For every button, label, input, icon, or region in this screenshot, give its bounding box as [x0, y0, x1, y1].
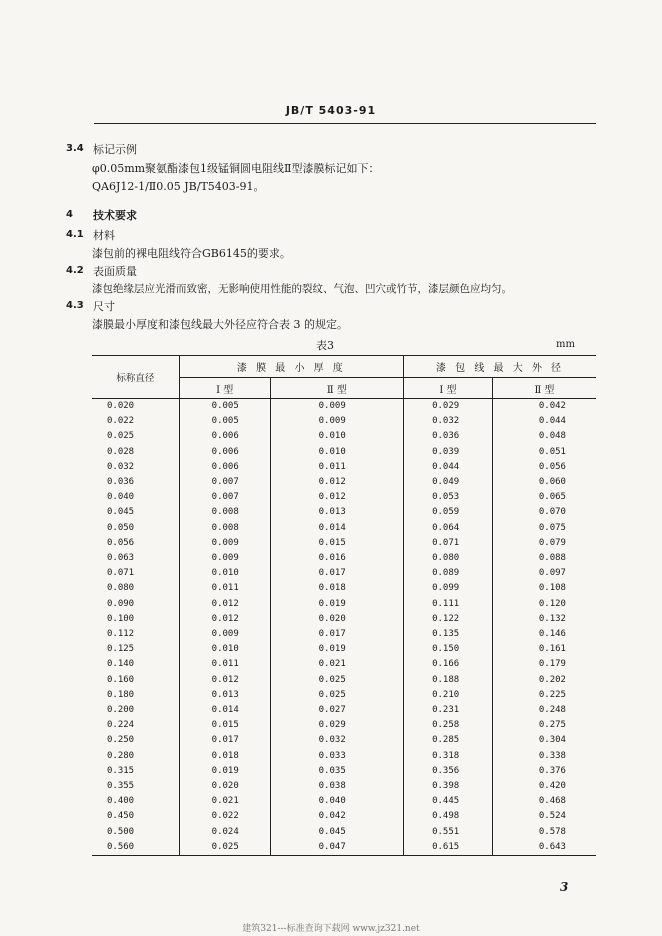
- cell-nominal-diameter: 0.450: [107, 811, 135, 822]
- cell-thickness-type-1: 0.021: [179, 794, 270, 809]
- cell-thickness-type-1: 0.012: [179, 612, 270, 627]
- page-number: 3: [560, 880, 569, 894]
- cell-diameter-type-2: 0.051: [492, 445, 596, 460]
- table-row: [92, 642, 596, 657]
- cell-thickness-type-1: 0.020: [179, 779, 270, 794]
- cell-thickness-type-2: 0.029: [270, 718, 403, 733]
- cell-thickness-type-1: 0.007: [179, 490, 270, 505]
- section-4-1-number: 4.1: [66, 229, 84, 240]
- cell-thickness-type-2: 0.027: [270, 703, 403, 718]
- section-4-1-text: 漆包前的裸电阻线符合GB6145的要求。: [92, 247, 291, 260]
- document-header: JB/T 5403-91: [285, 104, 377, 117]
- section-4-number: 4: [66, 209, 73, 220]
- cell-nominal-diameter: 0.100: [107, 613, 135, 624]
- cell-diameter-type-2: 0.275: [492, 718, 596, 733]
- cell-nominal-diameter: 0.020: [107, 401, 135, 411]
- table-row: [92, 505, 596, 520]
- cell-diameter-type-2: 0.042: [492, 399, 596, 415]
- table-row: [92, 794, 596, 809]
- cell-thickness-type-2: 0.016: [270, 551, 403, 566]
- cell-nominal-diameter: 0.040: [107, 492, 135, 503]
- table-row: [92, 429, 596, 444]
- cell-thickness-type-1: 0.006: [179, 460, 270, 475]
- cell-thickness-type-2: 0.045: [270, 825, 403, 840]
- cell-diameter-type-2: 0.048: [492, 429, 596, 444]
- table-row: [92, 460, 596, 475]
- cell-diameter-type-1: 0.044: [404, 460, 493, 475]
- cell-diameter-type-1: 0.615: [404, 840, 493, 856]
- table-row: [92, 733, 596, 748]
- cell-thickness-type-1: 0.011: [179, 657, 270, 672]
- cell-nominal-diameter: 0.063: [107, 553, 135, 564]
- cell-diameter-type-2: 0.060: [492, 475, 596, 490]
- cell-nominal-diameter: 0.025: [107, 431, 135, 442]
- cell-thickness-type-2: 0.011: [270, 460, 403, 475]
- cell-thickness-type-2: 0.012: [270, 475, 403, 490]
- cell-thickness-type-2: 0.013: [270, 505, 403, 520]
- cell-nominal-diameter: 0.036: [107, 477, 135, 488]
- cell-thickness-type-2: 0.018: [270, 581, 403, 596]
- cell-thickness-type-1: 0.009: [179, 536, 270, 551]
- cell-diameter-type-1: 0.122: [404, 612, 493, 627]
- cell-thickness-type-1: 0.025: [179, 840, 270, 856]
- table-caption: 表3: [316, 339, 334, 352]
- cell-diameter-type-1: 0.032: [404, 414, 493, 429]
- cell-diameter-type-1: 0.099: [404, 581, 493, 596]
- cell-nominal-diameter: 0.560: [92, 840, 179, 856]
- cell-diameter-type-1: 0.318: [404, 749, 493, 764]
- cell-nominal-diameter: 0.022: [107, 416, 135, 427]
- cell-thickness-type-2: 0.010: [270, 429, 403, 444]
- cell-nominal-diameter: 0.056: [107, 537, 135, 548]
- cell-diameter-type-1: 0.135: [404, 627, 493, 642]
- table-unit: mm: [556, 339, 575, 350]
- cell-diameter-type-2: 0.468: [492, 794, 596, 809]
- cell-thickness-type-1: 0.011: [179, 581, 270, 596]
- cell-diameter-type-2: 0.225: [492, 688, 596, 703]
- cell-diameter-type-2: 0.146: [492, 627, 596, 642]
- cell-thickness-type-1: 0.006: [179, 445, 270, 460]
- cell-diameter-type-1: 0.053: [404, 490, 493, 505]
- cell-nominal-diameter: 0.160: [107, 674, 135, 685]
- cell-thickness-type-1: 0.012: [179, 597, 270, 612]
- table-row: [92, 688, 596, 703]
- table-row: [92, 673, 596, 688]
- cell-thickness-type-2: 0.020: [270, 612, 403, 627]
- cell-diameter-type-2: 0.420: [492, 779, 596, 794]
- col-header-thickness-type-1: Ⅰ 型: [179, 378, 270, 399]
- cell-diameter-type-2: 0.108: [492, 581, 596, 596]
- cell-diameter-type-2: 0.097: [492, 566, 596, 581]
- section-3-4-line1: φ0.05mm聚氨酯漆包1级锰铜圆电阻线Ⅱ型漆膜标记如下：: [92, 162, 380, 175]
- cell-diameter-type-2: 0.338: [492, 749, 596, 764]
- cell-diameter-type-2: 0.643: [492, 840, 596, 856]
- cell-diameter-type-2: 0.088: [492, 551, 596, 566]
- cell-thickness-type-1: 0.014: [179, 703, 270, 718]
- cell-diameter-type-1: 0.064: [404, 521, 493, 536]
- table-row: [92, 779, 596, 794]
- cell-diameter-type-2: 0.070: [492, 505, 596, 520]
- header-rule: [94, 123, 596, 124]
- cell-nominal-diameter: 0.200: [107, 705, 135, 716]
- table-row: [92, 840, 596, 856]
- cell-diameter-type-1: 0.049: [404, 475, 493, 490]
- cell-diameter-type-2: 0.120: [492, 597, 596, 612]
- cell-thickness-type-1: 0.022: [179, 809, 270, 824]
- col-group-min-film-thickness: 漆 膜 最 小 厚 度: [179, 356, 403, 378]
- cell-thickness-type-1: 0.017: [179, 733, 270, 748]
- section-4-1-title: 材料: [93, 229, 115, 242]
- cell-nominal-diameter: 0.500: [107, 826, 135, 837]
- cell-thickness-type-2: 0.033: [270, 749, 403, 764]
- cell-thickness-type-2: 0.019: [270, 597, 403, 612]
- cell-thickness-type-1: 0.018: [179, 749, 270, 764]
- table-row: [92, 627, 596, 642]
- cell-diameter-type-1: 0.398: [404, 779, 493, 794]
- cell-nominal-diameter: 0.140: [107, 659, 135, 670]
- table-row: [92, 475, 596, 490]
- cell-nominal-diameter: 0.080: [107, 583, 135, 594]
- cell-thickness-type-1: 0.024: [179, 825, 270, 840]
- cell-thickness-type-2: 0.019: [270, 642, 403, 657]
- cell-thickness-type-2: 0.040: [270, 794, 403, 809]
- cell-thickness-type-2: 0.025: [270, 673, 403, 688]
- table-row: [92, 597, 596, 612]
- cell-nominal-diameter: 0.045: [107, 507, 135, 518]
- cell-diameter-type-1: 0.039: [404, 445, 493, 460]
- table-row: [92, 490, 596, 505]
- cell-thickness-type-2: 0.025: [270, 688, 403, 703]
- table-row: [92, 414, 596, 429]
- cell-thickness-type-1: 0.005: [179, 399, 270, 415]
- section-3-4-title: 标记示例: [93, 143, 137, 156]
- table-row: [92, 521, 596, 536]
- section-4-3-number: 4.3: [66, 300, 84, 311]
- cell-diameter-type-1: 0.285: [404, 733, 493, 748]
- cell-diameter-type-1: 0.258: [404, 718, 493, 733]
- cell-diameter-type-1: 0.029: [404, 399, 493, 415]
- cell-diameter-type-1: 0.231: [404, 703, 493, 718]
- cell-nominal-diameter: 0.224: [107, 720, 135, 731]
- cell-diameter-type-1: 0.445: [404, 794, 493, 809]
- cell-thickness-type-1: 0.005: [179, 414, 270, 429]
- cell-nominal-diameter: 0.071: [107, 568, 135, 579]
- cell-diameter-type-1: 0.166: [404, 657, 493, 672]
- cell-thickness-type-1: 0.010: [179, 566, 270, 581]
- cell-thickness-type-1: 0.007: [179, 475, 270, 490]
- cell-nominal-diameter: 0.280: [107, 750, 135, 761]
- cell-diameter-type-1: 0.059: [404, 505, 493, 520]
- cell-diameter-type-2: 0.304: [492, 733, 596, 748]
- cell-diameter-type-1: 0.111: [404, 597, 493, 612]
- cell-diameter-type-1: 0.089: [404, 566, 493, 581]
- cell-diameter-type-1: 0.188: [404, 673, 493, 688]
- section-3-4-line2: QA6J12-1/Ⅱ0.05 JB/T5403-91。: [92, 180, 265, 193]
- cell-thickness-type-2: 0.042: [270, 809, 403, 824]
- table-row: [92, 551, 596, 566]
- cell-diameter-type-1: 0.080: [404, 551, 493, 566]
- cell-thickness-type-1: 0.015: [179, 718, 270, 733]
- cell-thickness-type-1: 0.013: [179, 688, 270, 703]
- table-row: [92, 657, 596, 672]
- cell-diameter-type-2: 0.179: [492, 657, 596, 672]
- cell-thickness-type-2: 0.009: [270, 399, 403, 415]
- cell-diameter-type-2: 0.376: [492, 764, 596, 779]
- cell-diameter-type-1: 0.356: [404, 764, 493, 779]
- cell-diameter-type-2: 0.161: [492, 642, 596, 657]
- col-header-nominal-diameter: 标称直径: [92, 356, 179, 399]
- cell-nominal-diameter: 0.180: [107, 689, 135, 700]
- cell-thickness-type-2: 0.017: [270, 627, 403, 642]
- cell-nominal-diameter: 0.090: [107, 598, 135, 609]
- cell-nominal-diameter: 0.250: [107, 735, 135, 746]
- cell-diameter-type-2: 0.524: [492, 809, 596, 824]
- cell-thickness-type-1: 0.009: [179, 551, 270, 566]
- table-row: [92, 749, 596, 764]
- table-body: [92, 399, 596, 856]
- cell-thickness-type-1: 0.006: [179, 429, 270, 444]
- cell-diameter-type-2: 0.056: [492, 460, 596, 475]
- table-row: [92, 825, 596, 840]
- watermark-footer: 建筑321---标准查询下载网 www.jz321.net: [242, 924, 420, 934]
- section-3-4-number: 3.4: [66, 143, 84, 154]
- cell-diameter-type-2: 0.075: [492, 521, 596, 536]
- cell-diameter-type-1: 0.498: [404, 809, 493, 824]
- cell-thickness-type-2: 0.021: [270, 657, 403, 672]
- cell-thickness-type-2: 0.015: [270, 536, 403, 551]
- table-row: [92, 764, 596, 779]
- cell-thickness-type-2: 0.017: [270, 566, 403, 581]
- table-row: [92, 445, 596, 460]
- cell-thickness-type-1: 0.012: [179, 673, 270, 688]
- cell-thickness-type-1: 0.010: [179, 642, 270, 657]
- table-row: [92, 399, 596, 415]
- section-4-3-text: 漆膜最小厚度和漆包线最大外径应符合表 3 的规定。: [92, 318, 348, 331]
- section-4-3-title: 尺寸: [93, 300, 115, 313]
- col-group-max-overall-diameter: 漆 包 线 最 大 外 径: [404, 356, 596, 378]
- col-header-thickness-type-2: Ⅱ 型: [270, 378, 403, 399]
- cell-diameter-type-2: 0.248: [492, 703, 596, 718]
- cell-diameter-type-2: 0.079: [492, 536, 596, 551]
- cell-nominal-diameter: 0.028: [107, 446, 135, 457]
- cell-thickness-type-2: 0.014: [270, 521, 403, 536]
- table-row: [92, 581, 596, 596]
- section-4-2-text: 漆包绝缘层应光滑而致密，无影响使用性能的裂纹、气泡、凹穴或竹节，漆层颜色应均匀。: [92, 283, 512, 295]
- cell-nominal-diameter: 0.112: [107, 629, 135, 640]
- cell-nominal-diameter: 0.050: [107, 522, 135, 533]
- cell-nominal-diameter: 0.355: [107, 781, 135, 792]
- table-row: [92, 809, 596, 824]
- cell-thickness-type-2: 0.009: [270, 414, 403, 429]
- section-4-2-number: 4.2: [66, 265, 84, 276]
- table-row: [92, 612, 596, 627]
- cell-thickness-type-2: 0.010: [270, 445, 403, 460]
- col-header-diameter-type-1: Ⅰ 型: [404, 378, 493, 399]
- table-row: [92, 718, 596, 733]
- cell-diameter-type-2: 0.044: [492, 414, 596, 429]
- cell-diameter-type-2: 0.065: [492, 490, 596, 505]
- col-header-diameter-type-2: Ⅱ 型: [492, 378, 596, 399]
- section-4-2-title: 表面质量: [93, 265, 137, 278]
- cell-diameter-type-1: 0.036: [404, 429, 493, 444]
- table-row: [92, 566, 596, 581]
- cell-thickness-type-2: 0.012: [270, 490, 403, 505]
- cell-thickness-type-1: 0.008: [179, 521, 270, 536]
- cell-thickness-type-2: 0.032: [270, 733, 403, 748]
- cell-nominal-diameter: 0.032: [107, 461, 135, 472]
- cell-diameter-type-1: 0.071: [404, 536, 493, 551]
- cell-thickness-type-2: 0.038: [270, 779, 403, 794]
- cell-nominal-diameter: 0.125: [107, 644, 135, 655]
- cell-diameter-type-2: 0.578: [492, 825, 596, 840]
- cell-diameter-type-2: 0.132: [492, 612, 596, 627]
- cell-diameter-type-2: 0.202: [492, 673, 596, 688]
- table-row: [92, 536, 596, 551]
- cell-thickness-type-1: 0.008: [179, 505, 270, 520]
- cell-nominal-diameter: 0.400: [107, 796, 135, 807]
- cell-nominal-diameter: 0.315: [107, 765, 135, 776]
- dimensions-table: [92, 355, 596, 856]
- cell-diameter-type-1: 0.150: [404, 642, 493, 657]
- table-row: [92, 703, 596, 718]
- cell-thickness-type-1: 0.019: [179, 764, 270, 779]
- cell-diameter-type-1: 0.210: [404, 688, 493, 703]
- cell-thickness-type-2: 0.035: [270, 764, 403, 779]
- section-4-title: 技术要求: [93, 209, 137, 222]
- cell-diameter-type-1: 0.551: [404, 825, 493, 840]
- cell-thickness-type-1: 0.009: [179, 627, 270, 642]
- cell-thickness-type-2: 0.047: [270, 840, 403, 856]
